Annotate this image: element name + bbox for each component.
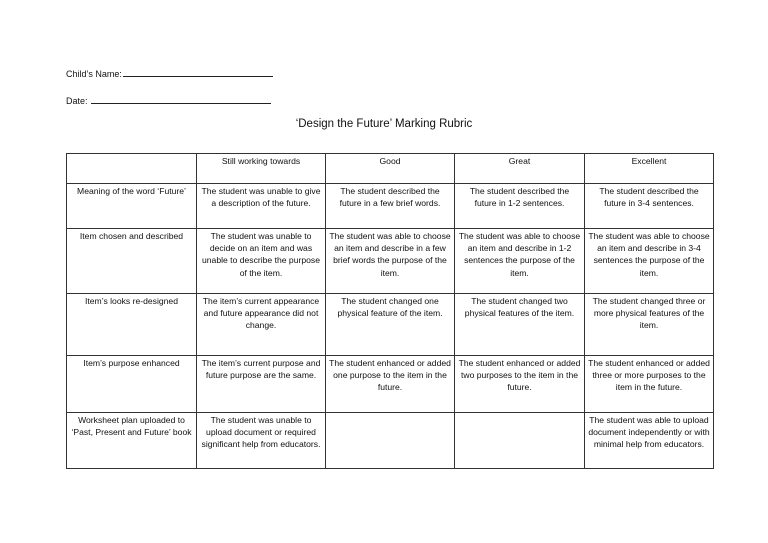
good-cell: The student was able to choose an item and describe in a few brief words the purpose of the item. — [326, 229, 455, 294]
table-header-row — [67, 154, 714, 184]
great-cell: The student enhanced or added two purposes to the item in the future. — [455, 356, 585, 413]
date-field — [66, 93, 271, 107]
still-working-cell: The student was unable to upload document or required significant help from educators. — [197, 413, 326, 469]
header-cell-good: Good — [326, 154, 455, 184]
child-name-blank-line — [123, 66, 273, 77]
date-label: Date: — [66, 96, 88, 106]
table-row — [67, 413, 714, 469]
excellent-cell: The student was able to upload document independently or with minimal help from educators. — [585, 413, 714, 469]
criterion-cell: Meaning of the word ‘Future’ — [67, 184, 197, 229]
still-working-cell: The student was unable to decide on an item and was unable to describe the purpose of the item. — [197, 229, 326, 294]
good-cell: The student described the future in a few brief words. — [326, 184, 455, 229]
header-cell-criterion — [67, 154, 197, 184]
good-cell: The student changed one physical feature of the item. — [326, 294, 455, 356]
still-working-cell: The item’s current purpose and future purpose are the same. — [197, 356, 326, 413]
excellent-cell: The student changed three or more physical features of the item. — [585, 294, 714, 356]
header-cell-excellent: Excellent — [585, 154, 714, 184]
criterion-cell: Item’s looks re-designed — [67, 294, 197, 356]
table-row — [67, 294, 714, 356]
child-name-field — [66, 66, 273, 80]
good-cell: The student enhanced or added one purpose to the item in the future. — [326, 356, 455, 413]
good-cell — [326, 413, 455, 469]
rubric-title: ‘Design the Future’ Marking Rubric — [295, 118, 473, 130]
header-cell-great: Great — [455, 154, 585, 184]
excellent-cell: The student described the future in 3-4 sentences. — [585, 184, 714, 229]
header-cell-still-working: Still working towards — [197, 154, 326, 184]
great-cell: The student changed two physical features of the item. — [455, 294, 585, 356]
excellent-cell: The student was able to choose an item and describe in 3-4 sentences the purpose of the item. — [585, 229, 714, 294]
criterion-cell: Item chosen and described — [67, 229, 197, 294]
table-row — [67, 229, 714, 294]
criterion-cell: Worksheet plan uploaded to ‘Past, Present and Future’ book — [67, 413, 197, 469]
excellent-cell: The student enhanced or added three or more purposes to the item in the future. — [585, 356, 714, 413]
great-cell — [455, 413, 585, 469]
great-cell: The student was able to choose an item and describe in 1-2 sentences the purpose of the item. — [455, 229, 585, 294]
marking-rubric-table — [66, 153, 714, 469]
child-name-label: Child’s Name: — [66, 69, 122, 79]
table-row — [67, 184, 714, 229]
table-row — [67, 356, 714, 413]
great-cell: The student described the future in 1-2 sentences. — [455, 184, 585, 229]
date-blank-line — [91, 93, 271, 104]
still-working-cell: The student was unable to give a description of the future. — [197, 184, 326, 229]
still-working-cell: The item’s current appearance and future appearance did not change. — [197, 294, 326, 356]
criterion-cell: Item’s purpose enhanced — [67, 356, 197, 413]
